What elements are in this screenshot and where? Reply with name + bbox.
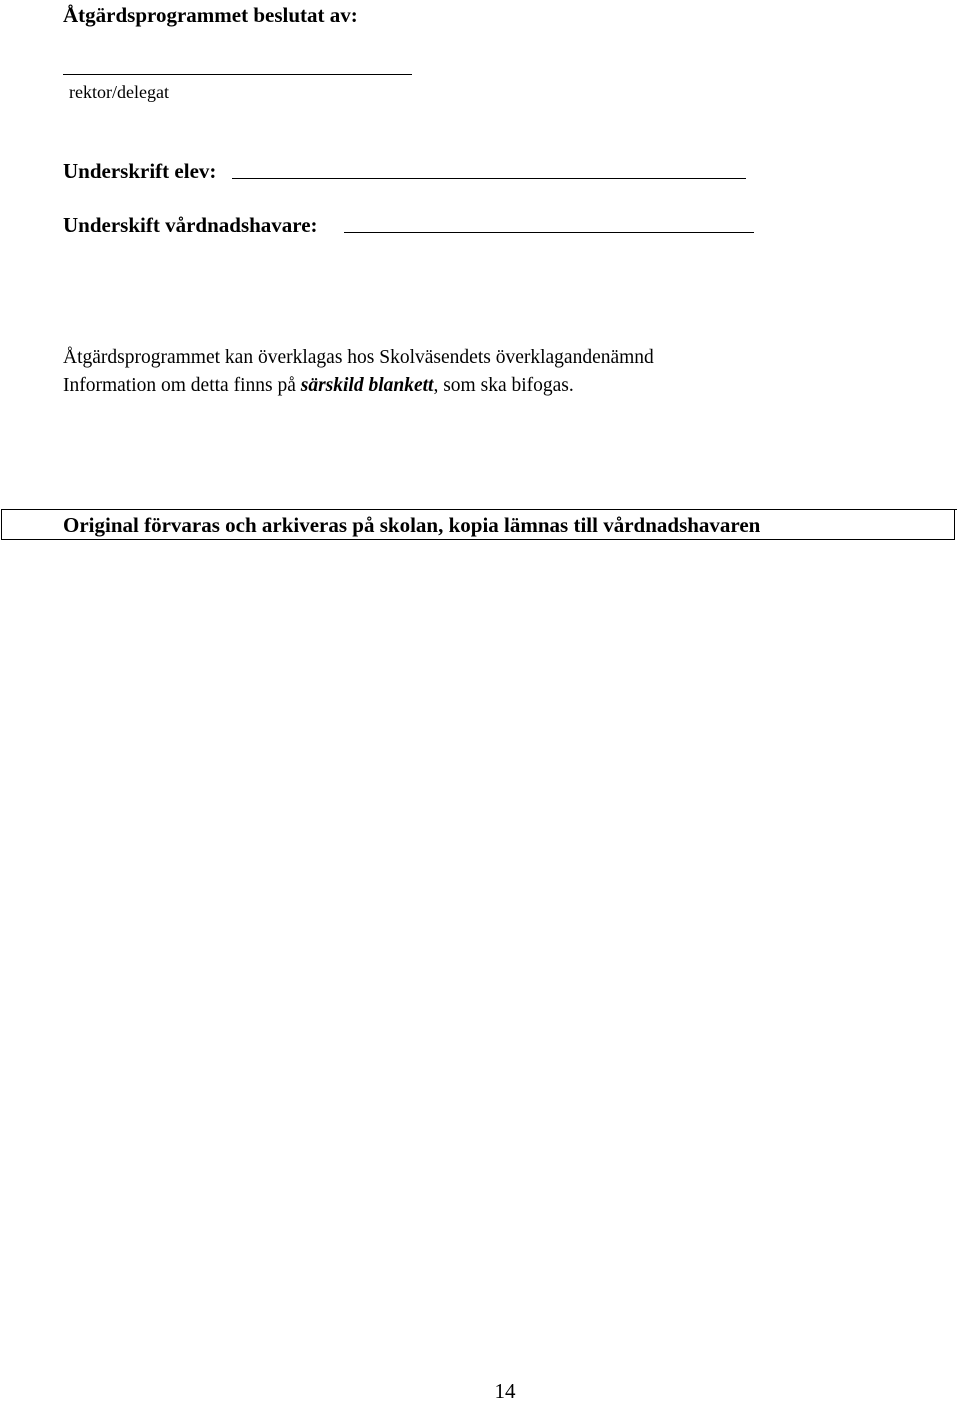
decision-signature-line <box>63 74 412 75</box>
footer-box-top-right-edge <box>948 509 957 510</box>
decision-heading: Åtgärdsprogrammet beslutat av: <box>63 3 358 27</box>
student-signature-label: Underskrift elev: <box>63 159 217 183</box>
page-number: 14 <box>494 1379 516 1403</box>
info-emphasis: särskild blankett <box>300 375 434 396</box>
info-suffix: , som ska bifogas. <box>433 375 574 396</box>
info-text <box>63 374 574 398</box>
decision-role-label: rektor/delegat <box>69 82 169 102</box>
footer-box-top-left-edge <box>1 509 60 510</box>
appeal-text: Åtgärdsprogrammet kan överklagas hos Skolväsendets överklagandenämnd <box>63 347 654 368</box>
guardian-signature-label: Underskift vårdnadshavare: <box>63 213 318 237</box>
student-signature-line <box>232 178 746 179</box>
info-prefix: Information om detta finns på <box>63 375 301 396</box>
guardian-signature-line <box>344 232 754 233</box>
footer-note: Original förvaras och arkiveras på skolan, kopia lämnas till vårdnadshavaren <box>63 513 761 537</box>
